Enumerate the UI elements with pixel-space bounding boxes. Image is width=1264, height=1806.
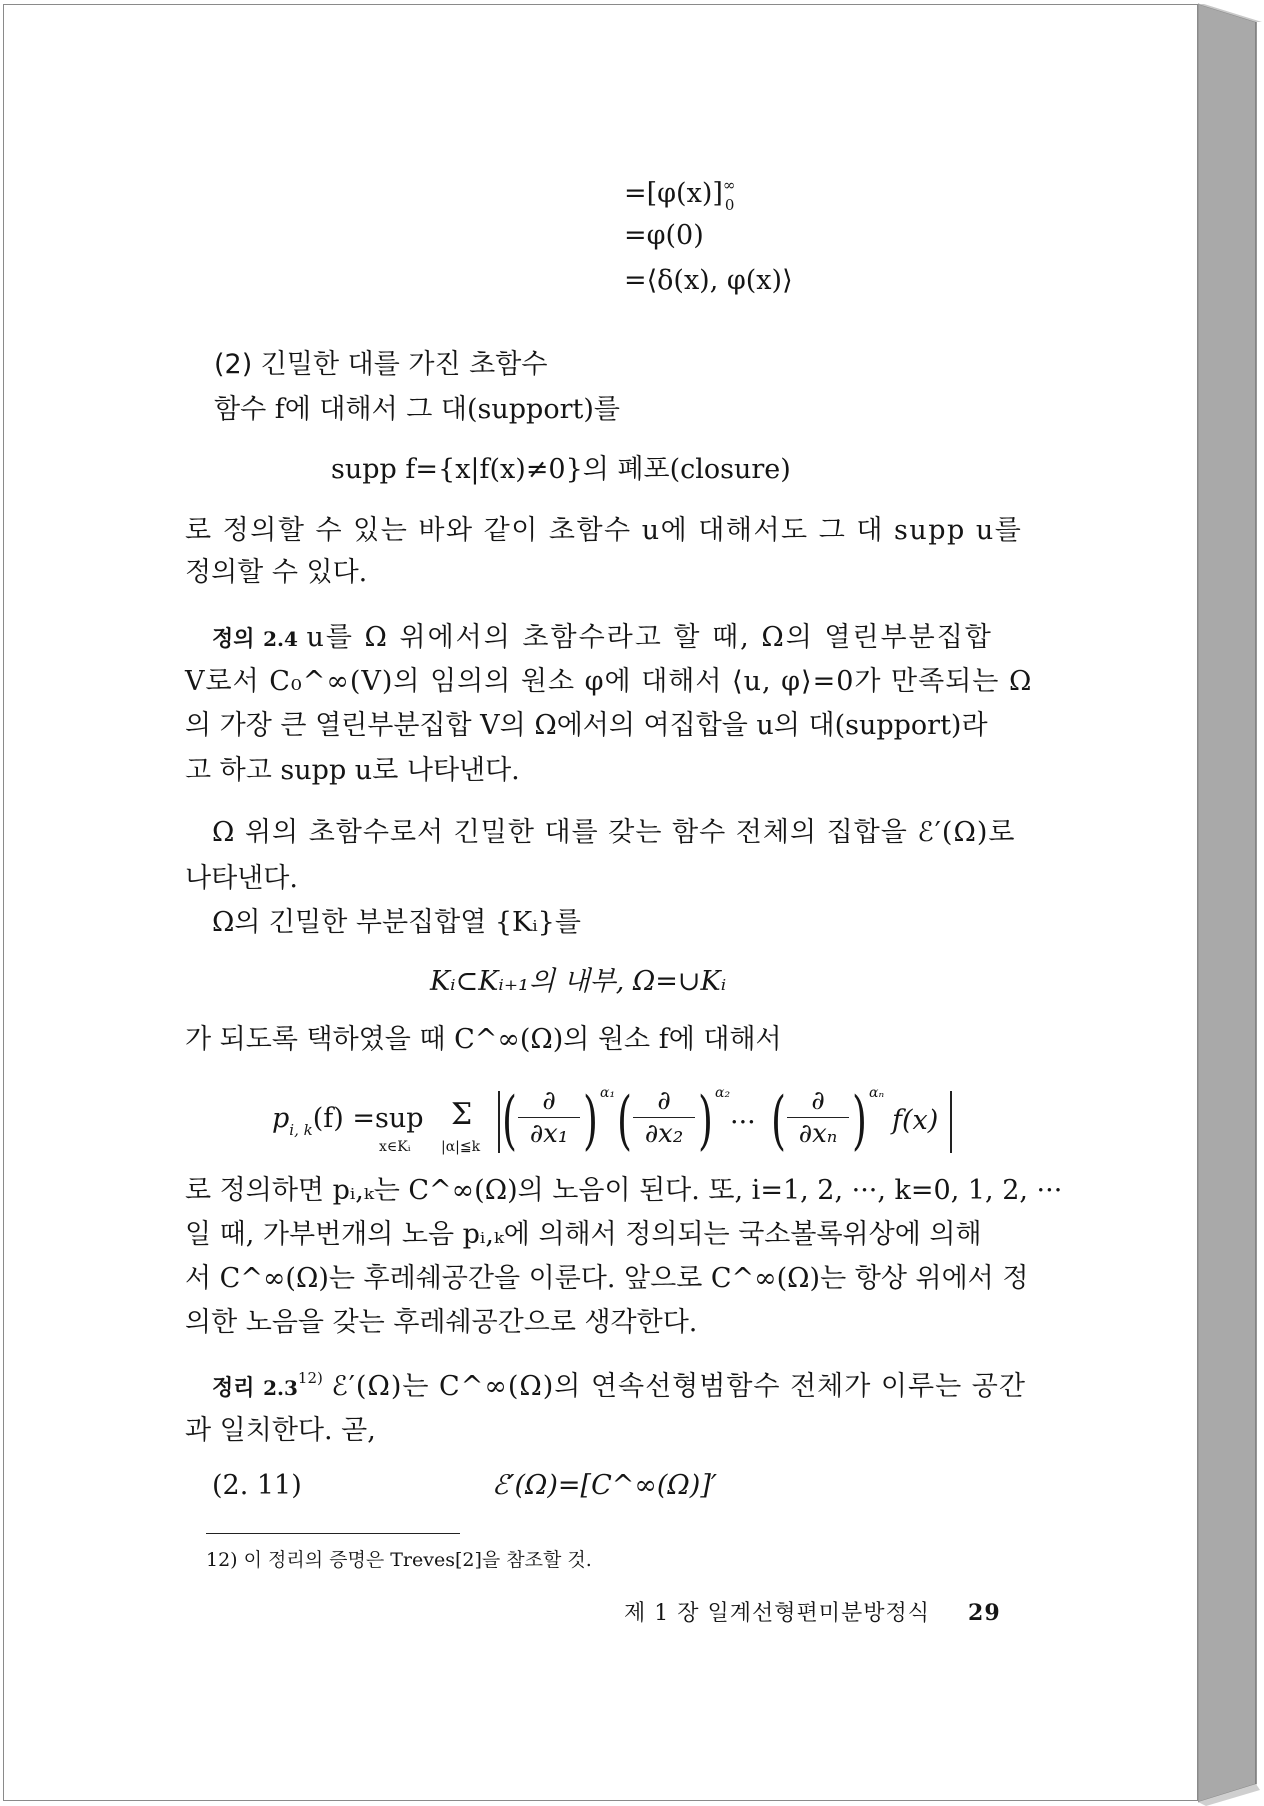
abs-bar-left (498, 1091, 500, 1153)
partial-fraction-1: ∂ ∂x₁ (514, 1085, 584, 1150)
math-line-3: =⟨δ(x), φ(x)⟩ (624, 265, 793, 296)
para2-line1: Ω 위의 초함수로서 긴밀한 대를 갖는 함수 전체의 집합을 ℰ′(Ω)로 (212, 817, 1016, 848)
equation-number: (2. 11) (212, 1470, 302, 1501)
para2-line3: Ω의 긴밀한 부분집합열 {Kᵢ}를 (212, 907, 581, 938)
exponent-n: αₙ (869, 1085, 885, 1101)
math-line-2: =φ(0) (624, 220, 704, 251)
para1-line2: 로 정의할 수 있는 바와 같이 초함수 u에 대해서도 그 대 supp u를 (185, 515, 1023, 546)
section-heading: (2) 긴밀한 대를 가진 초함수 (214, 349, 548, 380)
sup-subscript: x∈Kᵢ (379, 1139, 411, 1155)
seminorm-formula: $p_{i, k}(f) =sup$ x∈Kᵢ Σ |α|≦k ( ∂ ∂x₁ ) α₁ ( ∂ ∂x₂ ) α₂ ··· ( ∂ ∂xₙ ) αₙ f(x) (264, 1077, 964, 1177)
footnote-mark: 12) (297, 1369, 323, 1387)
para3-line1: 로 정의하면 pᵢ,ₖ는 C^∞(Ω)의 노음이 된다. 또, i=1, 2, ···, k=0, 1, 2, ··· (185, 1175, 1063, 1206)
theorem-line-1: 정리 2.3$^{12)}$ ℰ′(Ω)는 C^∞(Ω)의 연속선형범함수 전체가 이루는 공간 (212, 1369, 1026, 1402)
formula-lhs: $p_{i, k}(f) =sup$ (272, 1103, 424, 1139)
definition-number: 2.4 (263, 627, 298, 651)
para1-line3: 정의할 수 있다. (185, 557, 368, 588)
exponent-2: α₂ (715, 1085, 731, 1101)
theorem-equation: ℰ′(Ω)=[C^∞(Ω)]′ (492, 1470, 717, 1501)
definition-line-4: 고 하고 supp u로 나타낸다. (185, 755, 520, 786)
page-number: 29 (968, 1600, 1001, 1626)
support-formula: supp f={x|f(x)≠0}의 폐포(closure) (331, 454, 791, 485)
theorem-number: 2.3 (263, 1376, 298, 1400)
partial-fraction-n: ∂ ∂xₙ (783, 1085, 853, 1150)
para2-line2: 나타낸다. (185, 863, 298, 894)
running-footer (624, 1596, 1001, 1631)
abs-bar-right (950, 1091, 952, 1153)
sum-symbol: Σ (451, 1097, 473, 1132)
definition-line-2: V로서 C₀^∞(V)의 임의의 원소 φ에 대해서 ⟨u, φ⟩=0가 만족되는 Ω (185, 666, 1033, 697)
formula-tail: f(x) (892, 1105, 939, 1136)
definition-line-1: 정의 2.4 u를 Ω 위에서의 초함수라고 할 때, Ω의 열린부분집합 (212, 622, 993, 653)
footnote-rule (206, 1533, 460, 1534)
definition-line-3: 의 가장 큰 열린부분집합 V의 Ω에서의 여집합을 u의 대(support)라 (185, 710, 988, 741)
para1-line1: 함수 f에 대해서 그 대(support)를 (214, 394, 620, 425)
chapter-title: 제 1 장 일계선형편미분방정식 (624, 1601, 931, 1626)
para2-line4: 가 되도록 택하였을 때 C^∞(Ω)의 원소 f에 대해서 (185, 1024, 782, 1055)
sum-subscript: |α|≦k (441, 1139, 481, 1155)
formula-dots: ··· (730, 1107, 756, 1138)
book-page (3, 4, 1198, 1801)
theorem-line-2: 과 일치한다. 곧, (185, 1415, 376, 1446)
para3-line3: 서 C^∞(Ω)는 후레쉐공간을 이룬다. 앞으로 C^∞(Ω)는 항상 위에서 정 (185, 1263, 1029, 1294)
para3-line2: 일 때, 가부번개의 노음 pᵢ,ₖ에 의해서 정의되는 국소볼록위상에 의해 (185, 1219, 982, 1250)
footnote: 12) 이 정리의 증명은 Treves[2]을 참조할 것. (206, 1549, 592, 1571)
nested-compact-formula: Kᵢ⊂Kᵢ₊₁의 내부, Ω=∪Kᵢ (430, 966, 727, 997)
definition-label: 정의 (212, 627, 255, 652)
theorem-label: 정리 (212, 1376, 255, 1401)
page-stack-edge (1198, 0, 1264, 1806)
para3-line4: 의한 노음을 갖는 후레쉐공간으로 생각한다. (185, 1307, 698, 1338)
math-line-1: =[φ(x)] ∞ 0 (624, 176, 736, 214)
partial-fraction-2: ∂ ∂x₂ (629, 1085, 699, 1150)
exponent-1: α₁ (600, 1085, 616, 1101)
